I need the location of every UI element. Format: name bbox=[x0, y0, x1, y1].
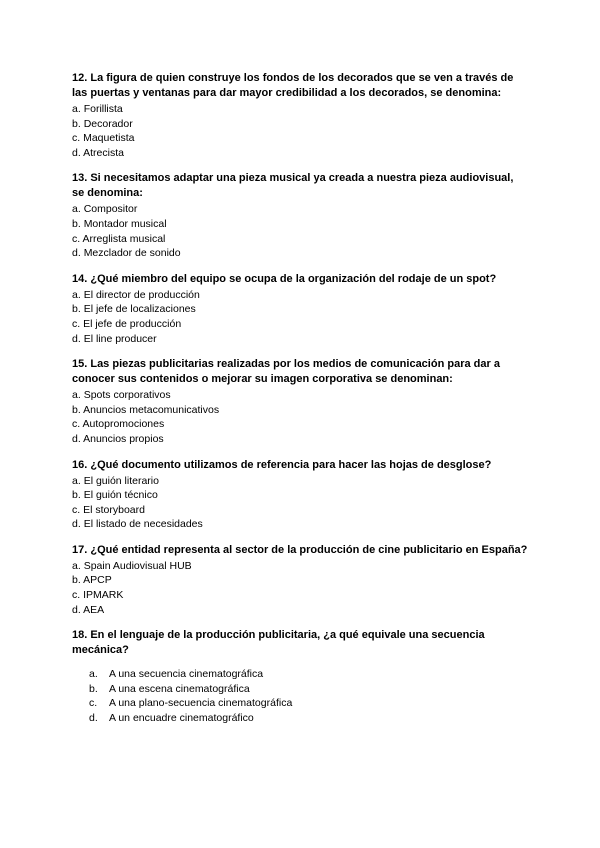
question-title: 16. ¿Qué documento utilizamos de referencia para hacer las hojas de desglose? bbox=[72, 458, 492, 471]
option-letter: d. bbox=[72, 332, 81, 345]
question-18 bbox=[72, 628, 528, 725]
option-letter: d. bbox=[72, 146, 81, 159]
option-text: Maquetista bbox=[83, 132, 135, 145]
option-text: A un encuadre cinematográfico bbox=[109, 712, 254, 725]
option-letter: b. bbox=[89, 682, 98, 695]
option-text: A una escena cinematográfica bbox=[109, 682, 250, 695]
option-letter: a. bbox=[89, 668, 98, 681]
answer-options bbox=[72, 667, 528, 725]
option-letter: d. bbox=[72, 603, 81, 616]
option-d bbox=[72, 603, 528, 618]
question-title: 14. ¿Qué miembro del equipo se ocupa de la organización del rodaje de un spot? bbox=[72, 272, 497, 285]
option-letter: d. bbox=[72, 518, 81, 531]
option-text: Anuncios propios bbox=[83, 432, 164, 445]
option-a bbox=[72, 667, 528, 682]
question-title: 13. Si necesitamos adaptar una pieza musical ya creada a nuestra pieza audiovisual, se denomina: bbox=[72, 172, 514, 200]
question-17 bbox=[72, 543, 528, 617]
option-letter: d. bbox=[89, 712, 98, 725]
exam-page bbox=[72, 71, 528, 737]
option-text: Arreglista musical bbox=[82, 232, 166, 245]
option-letter: d. bbox=[72, 247, 81, 260]
question-15 bbox=[72, 357, 528, 446]
option-b bbox=[72, 488, 528, 503]
option-text: Compositor bbox=[83, 203, 138, 216]
option-a bbox=[72, 559, 528, 574]
option-d bbox=[72, 432, 528, 447]
answer-options bbox=[72, 288, 528, 346]
option-a bbox=[72, 202, 528, 217]
option-a bbox=[72, 474, 528, 489]
option-b bbox=[72, 403, 528, 418]
option-c bbox=[72, 696, 528, 711]
option-letter: c. bbox=[72, 589, 81, 602]
option-c bbox=[72, 131, 528, 146]
option-letter: a. bbox=[72, 474, 81, 487]
option-d bbox=[72, 146, 528, 161]
question-14 bbox=[72, 272, 528, 346]
option-text: Mezclador de sonido bbox=[83, 247, 181, 260]
option-letter: c. bbox=[72, 317, 81, 330]
option-text: Anuncios metacomunicativos bbox=[83, 403, 220, 416]
option-text: El line producer bbox=[83, 332, 157, 345]
option-letter: b. bbox=[72, 217, 81, 230]
option-letter: b. bbox=[72, 574, 81, 587]
option-text: Decorador bbox=[83, 117, 133, 130]
option-text: El guión literario bbox=[83, 474, 159, 487]
option-c bbox=[72, 232, 528, 247]
question-title: 17. ¿Qué entidad representa al sector de la producción de cine publicitario en España? bbox=[72, 543, 528, 556]
option-text: El storyboard bbox=[83, 503, 145, 516]
option-letter: b. bbox=[72, 489, 81, 502]
option-letter: b. bbox=[72, 403, 81, 416]
option-text: El jefe de localizaciones bbox=[83, 303, 196, 316]
option-b bbox=[72, 217, 528, 232]
question-title: 12. La figura de quien construye los fondos de los decorados que se ven a través de las puertas y ventanas para dar mayor credibilidad a los decorados, se denomina: bbox=[72, 72, 514, 99]
answer-options bbox=[72, 202, 528, 260]
option-letter: c. bbox=[89, 697, 98, 710]
option-text: Forillista bbox=[83, 103, 123, 115]
option-letter: b. bbox=[72, 117, 81, 130]
option-b bbox=[72, 573, 528, 588]
answer-options bbox=[72, 474, 528, 532]
option-letter: a. bbox=[72, 203, 81, 216]
option-c bbox=[72, 503, 528, 518]
option-text: A una plano-secuencia cinematográfica bbox=[109, 697, 293, 710]
option-letter: c. bbox=[72, 132, 81, 145]
option-text: APCP bbox=[83, 574, 112, 587]
question-16 bbox=[72, 458, 528, 532]
option-a bbox=[72, 288, 528, 303]
option-letter: d. bbox=[72, 432, 81, 445]
answer-options bbox=[72, 559, 528, 617]
option-b bbox=[72, 302, 528, 317]
option-a bbox=[72, 102, 528, 117]
option-d bbox=[72, 517, 528, 532]
answer-options bbox=[72, 102, 528, 160]
question-title: 15. Las piezas publicitarias realizadas por los medios de comunicación para dar a conocer sus contenidos o mejorar su imagen corporativa se denominan: bbox=[72, 358, 500, 386]
option-letter: b. bbox=[72, 303, 81, 316]
option-c bbox=[72, 588, 528, 603]
option-text: Atrecista bbox=[83, 146, 124, 159]
option-letter: a. bbox=[72, 559, 81, 572]
option-c bbox=[72, 317, 528, 332]
option-b bbox=[72, 117, 528, 132]
option-text: El guión técnico bbox=[83, 489, 158, 502]
option-text: El listado de necesidades bbox=[83, 518, 203, 531]
answer-options bbox=[72, 388, 528, 446]
option-letter: a. bbox=[72, 389, 81, 402]
question-12 bbox=[72, 71, 528, 160]
option-d bbox=[72, 246, 528, 261]
option-letter: c. bbox=[72, 232, 81, 245]
option-letter: a. bbox=[72, 288, 81, 301]
option-a bbox=[72, 388, 528, 403]
option-text: Autopromociones bbox=[82, 418, 165, 431]
option-text: Spots corporativos bbox=[83, 389, 171, 402]
option-text: Montador musical bbox=[83, 217, 167, 230]
option-text: El jefe de producción bbox=[83, 317, 182, 330]
option-text: El director de producción bbox=[83, 288, 200, 301]
option-d bbox=[72, 711, 528, 726]
question-title: 18. En el lenguaje de la producción publicitaria, ¿a qué equivale una secuencia mecánica? bbox=[72, 629, 485, 657]
option-text: IPMARK bbox=[83, 589, 124, 602]
option-b bbox=[72, 682, 528, 697]
option-c bbox=[72, 417, 528, 432]
option-letter: a. bbox=[72, 103, 81, 115]
option-text: A una secuencia cinematográfica bbox=[109, 668, 264, 681]
question-13 bbox=[72, 171, 528, 260]
option-d bbox=[72, 332, 528, 347]
option-text: Spain Audiovisual HUB bbox=[83, 559, 192, 572]
option-letter: c. bbox=[72, 503, 81, 516]
option-letter: c. bbox=[72, 418, 81, 431]
option-text: AEA bbox=[83, 603, 105, 616]
